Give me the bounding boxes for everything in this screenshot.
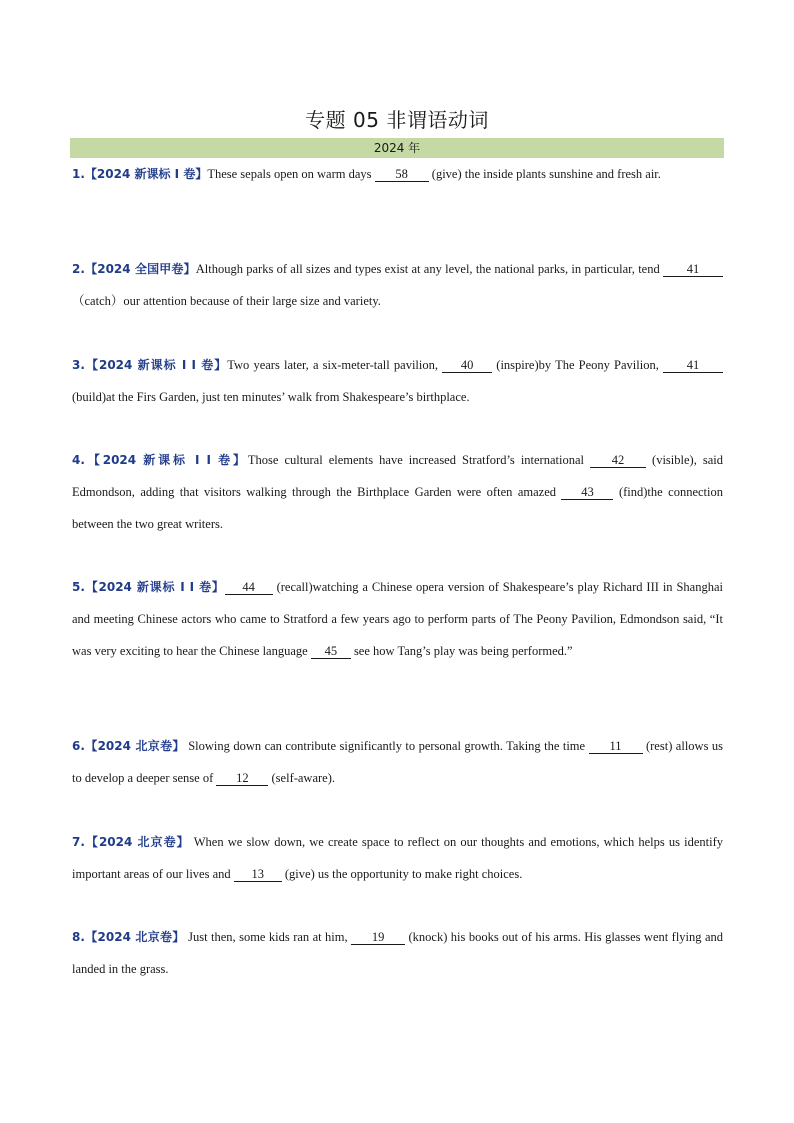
question-source: 【2024 北京卷】 — [84, 930, 185, 944]
question-number: 3. — [72, 358, 85, 372]
answer-blank[interactable]: 45 — [311, 644, 351, 659]
question-text: (give) the inside plants sunshine and fresh air. — [428, 167, 661, 181]
question-number: 6. — [72, 739, 85, 753]
answer-blank[interactable]: 19 — [351, 930, 405, 945]
answer-blank[interactable]: 41 — [663, 262, 723, 277]
question-text: (self-aware). — [268, 771, 336, 785]
question-text: (recall)watching a Chinese opera version of Shakespeare’s play Richard III in Shanghai and meeting Chinese actors who came to Stratford a few years ago to perform parts of The Peony Pavilion, Edmondson said, “It was very exciting to hear the Chinese language — [72, 580, 723, 658]
question-3 — [72, 349, 723, 413]
answer-blank[interactable]: 40 — [442, 358, 492, 373]
question-source: 【2024 新课标 I I 卷】 — [84, 453, 248, 467]
question-text: Those cultural elements have increased Stratford’s international — [247, 453, 591, 467]
question-number: 2. — [72, 262, 85, 276]
question-number: 8. — [72, 930, 85, 944]
answer-blank[interactable]: 42 — [590, 453, 646, 468]
question-source: 【2024 北京卷】 — [84, 835, 190, 849]
question-source: 【2024 新课标 I 卷】 — [84, 167, 208, 181]
year-section-header: 2024 年 — [70, 138, 724, 158]
question-text: (knock) his books out of his arms. His glasses went flying and landed in the grass. — [72, 930, 724, 976]
question-text: When we slow down, we create space to reflect on our thoughts and emotions, which helps us identify important areas of our lives and — [72, 835, 723, 881]
question-text: Although parks of all sizes and types exist at any level, the national parks, in particular, tend — [195, 262, 663, 276]
question-6 — [72, 730, 723, 794]
question-source: 【2024 新课标 I I 卷】 — [84, 580, 225, 594]
question-5 — [72, 571, 723, 667]
answer-blank[interactable]: 12 — [216, 771, 268, 786]
question-text: (visible), said Edmondson, adding that visitors walking through the Birthplace Garden were often amazed — [72, 453, 723, 499]
question-4 — [72, 444, 723, 540]
question-1 — [72, 158, 723, 190]
question-text: see how Tang’s play was being performed.” — [350, 644, 573, 658]
page-title: 专题 05 非谓语动词 — [305, 108, 489, 132]
answer-blank[interactable]: 58 — [375, 167, 429, 182]
question-text: These sepals open on warm days — [207, 167, 375, 181]
question-number: 7. — [72, 835, 85, 849]
question-text: (give) us the opportunity to make right choices. — [281, 867, 523, 881]
question-source: 【2024 北京卷】 — [84, 739, 185, 753]
question-number: 5. — [72, 580, 85, 594]
question-2 — [72, 253, 723, 317]
question-number: 1. — [72, 167, 85, 181]
answer-blank[interactable]: 11 — [589, 739, 643, 754]
question-text: Slowing down can contribute significantly to personal growth. Taking the time — [184, 739, 589, 753]
question-text: (rest) allows us to develop a deeper sense of — [72, 739, 724, 785]
question-text: (inspire)by The Peony Pavilion, — [492, 358, 663, 372]
question-8 — [72, 921, 723, 985]
question-text: Two years later, a six-meter-tall pavilion, — [227, 358, 443, 372]
answer-blank[interactable]: 44 — [225, 580, 273, 595]
question-text: (find)the connection between the two great writers. — [72, 485, 723, 531]
question-source: 【2024 新课标 I I 卷】 — [84, 358, 228, 372]
question-7 — [72, 826, 723, 890]
question-source: 【2024 全国甲卷】 — [84, 262, 196, 276]
question-text: (build)at the Firs Garden, just ten minutes’ walk from Shakespeare’s birthplace. — [72, 390, 470, 404]
question-text: （catch）our attention because of their large size and variety. — [72, 294, 381, 308]
answer-blank[interactable]: 41 — [663, 358, 723, 373]
answer-blank[interactable]: 13 — [234, 867, 282, 882]
question-text: Just then, some kids ran at him, — [184, 930, 352, 944]
answer-blank[interactable]: 43 — [561, 485, 613, 500]
question-number: 4. — [72, 453, 85, 467]
